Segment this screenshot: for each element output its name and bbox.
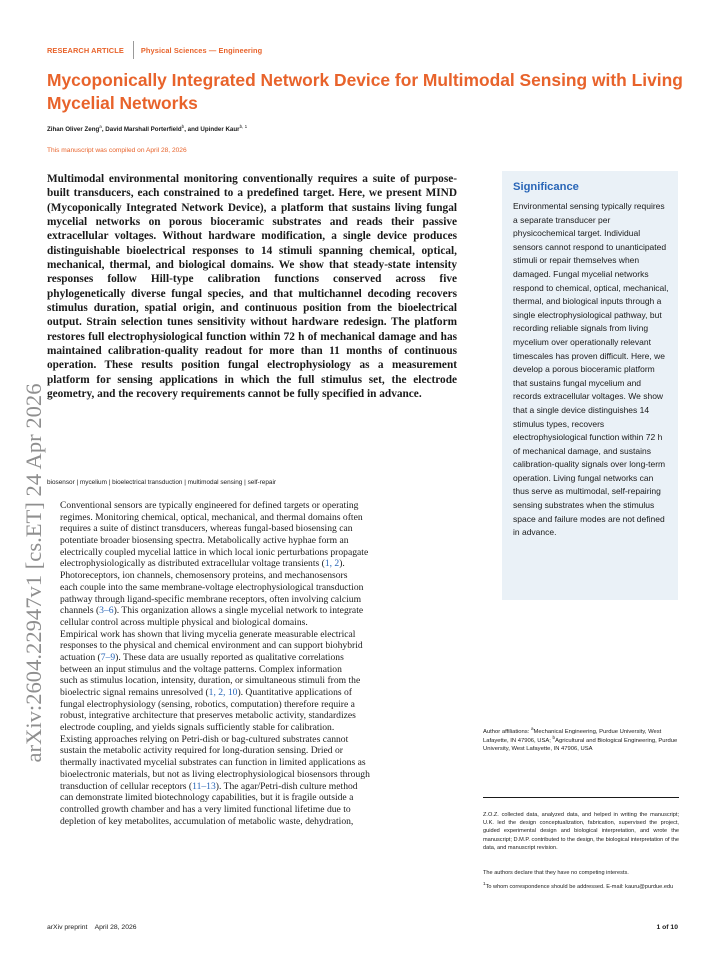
text-line: robust, integrative architecture that preserves metabolic activity, standardizes — [60, 710, 356, 722]
text-line: electrically coupled mycelial lattice in which local ionic perturbations propagate — [60, 546, 369, 558]
text-line — [47, 781, 457, 793]
author-list — [47, 126, 247, 133]
citation-link[interactable]: 1, 2 — [324, 558, 340, 570]
author-name: Upinder Kaur — [200, 126, 240, 133]
body-paragraph — [47, 500, 457, 629]
text-line: thermally inactivated mycelial substrates can function in limited applications as — [60, 757, 366, 769]
text-line: Empirical work has shown that living mycelia generate measurable electrical — [60, 628, 356, 640]
correspondence-note — [483, 883, 679, 891]
text-run: ). These data are usually reported as qualitative correlations — [115, 651, 344, 663]
author-name: David Marshall Porterfield — [105, 126, 182, 133]
author-affil-mark: b — [181, 124, 185, 129]
significance-text: Environmental sensing typically requires a separate transducer per physicochemical target. Individual sensors cannot respond to unanticipated stimuli or repair themselves when damaged. Fungal mycelial networks respond to chemical, optical, mechanical, thermal, and biological inputs through a single electrophysiological pathway, but recording reliable signals from living mycelium over operationally relevant timescales has proven difficult. Here, we develop a porous bioceramic platform that sustains fungal mycelium and records extracellular voltages. We show that a single device distinguishes 14 stimulus types, recovers electrophysiological function within 72 h of mechanical damage, and sustains calibration-quality signals over long-term operation. Living fungal networks can thus serve as multimodal, self-repairing sensing substrates when the stimulus space and failure modes are not defined in advance. — [513, 201, 669, 538]
author-affiliations — [483, 728, 679, 754]
text-run: ). — [339, 558, 345, 570]
text-line: regimes. Monitoring chemical, optical, mechanical, and thermal domains often — [60, 511, 363, 523]
text-run: actuation ( — [60, 651, 101, 663]
author-affil-mark: b, 1 — [239, 124, 248, 129]
text-line: pathway through ligand-specific membrane receptors, often involving calcium — [60, 593, 362, 605]
affiliations-label: Author affiliations: — [483, 729, 531, 735]
text-line: depletion of key metabolites, accumulation of metabolic waste, dehydration, — [60, 815, 354, 827]
text-line: such as stimulus location, intensity, duration, or simultaneous stimuli from the — [60, 675, 361, 687]
header-divider — [133, 41, 134, 59]
keywords: biosensor | mycelium | bioelectrical transduction | multimodal sensing | self-repair — [47, 479, 276, 486]
paper-title: Mycoponically Integrated Network Device for Multimodal Sensing with Living Mycelial Networks — [47, 70, 683, 113]
text-line — [47, 687, 457, 699]
text-run: electrophysiologically as distributed extracellular voltage transients ( — [60, 558, 325, 570]
text-line — [47, 605, 457, 617]
affil-mark: a — [530, 726, 534, 731]
text-run: transduction of cellular receptors ( — [60, 780, 193, 792]
author-name: Zihan Oliver Zeng — [47, 126, 100, 133]
footer-left: arXiv preprint April 28, 2026 — [47, 924, 137, 931]
text-line: requires a suite of distinct transducers, whereas fungal-based biosensing can — [60, 523, 353, 535]
text-line: Conventional sensors are typically engineered for defined targets or operating — [60, 500, 359, 511]
text-line: bioelectronic materials, but not as living electrophysiological biosensors through — [60, 768, 370, 780]
citation-link[interactable]: 1, 2, 10 — [208, 687, 238, 698]
text-line — [47, 652, 457, 664]
text-line: Photoreceptors, ion channels, chemosensory proteins, and mechanosensors — [60, 570, 348, 582]
text-line: Existing approaches relying on Petri-dish or bag-cultured substrates cannot — [60, 733, 349, 745]
author-affil-mark: a — [99, 124, 102, 129]
text-run: channels ( — [60, 605, 100, 617]
text-run: bioelectric signal remains unresolved ( — [60, 687, 209, 698]
body-paragraph — [47, 734, 457, 828]
competing-interests: The authors declare that they have no competing interests. — [483, 870, 629, 876]
page-number: 1 of 10 — [656, 924, 678, 931]
text-run: ). Quantitative applications of — [237, 687, 352, 698]
correspondence-mark: 1 — [483, 881, 486, 886]
author-separator: , — [101, 126, 106, 133]
text-line: fungal electrophysiology (sensing, robotics, computation) therefore require a — [60, 698, 355, 710]
main-text — [47, 500, 457, 827]
text-line: each couple into the same membrane-voltage electrophysiological transduction — [60, 581, 364, 593]
text-line: sustain the metabolic activity required for long-duration sensing. Dried or — [60, 745, 343, 757]
text-line: electrode coupling, and yields signals sufficiently stable for calibration. — [60, 722, 335, 734]
citation-link[interactable]: 7–9 — [100, 651, 116, 663]
text-line — [47, 558, 457, 570]
footnote-divider — [483, 797, 679, 798]
text-line: controlled growth chamber and has a very limited functional lifetime due to — [60, 803, 351, 815]
correspondence-text: To whom correspondence should be addressed. E-mail: kauru@purdue.edu — [485, 884, 674, 890]
author-separator: , and — [184, 126, 201, 133]
text-run: ). The agar/Petri-dish culture method — [215, 780, 358, 792]
body-paragraph — [47, 629, 457, 734]
citation-link[interactable]: 3–6 — [99, 605, 114, 617]
section-label: RESEARCH ARTICLE — [47, 46, 124, 55]
article-header — [47, 41, 262, 59]
affiliation-b: Agricultural and Biological Engineering, Purdue University, West Lafayette, IN 47906, USA — [483, 737, 678, 753]
affiliation-a: Mechanical Engineering, Purdue University, West Lafayette, IN 47906, USA; — [483, 729, 662, 744]
text-line: can demonstrate limited biotechnology capabilities, but it is fragile outside a — [60, 792, 354, 804]
compiled-date: This manuscript was compiled on April 28, 2026 — [47, 147, 187, 154]
significance-box — [502, 171, 678, 600]
text-line: cellular control across multiple physical and biological domains. — [60, 616, 308, 628]
abstract: Multimodal environmental monitoring conventionally requires a suite of purpose-built transducers, each constrained to a predefined target. Here, we present MIND (Mycoponically Integrated Network Device), a platform that sustains living fungal mycelial networks on porous bioceramic substrates and reads their passive extracellular voltages. Without hardware modification, a single device produces distinguishable bioelectrical responses to 14 stimuli spanning chemical, optical, mechanical, thermal, and biological domains. We show that steady-state intensity responses follow Hill-type calibration functions conserved across five phylogenetically diverse fungal species, and that multichannel decoding recovers stimulus duration, spatial origin, and continuous position from the bioelectrical output. Strain selection tunes sensitivity without hardware redesign. The platform restores full electrophysiological function within 72 h of mechanical damage and has maintained calibration-quality readout for more than 11 months of continuous operation. These results position fungal electrophysiology as a measurement platform for sensing applications in which the full stimulus set, the electrode geometry, and the recovery requirements cannot be fully specified in advance. — [47, 173, 457, 401]
category-label: Physical Sciences — Engineering — [140, 46, 263, 55]
text-line: responses to the physical and chemical environment and can support biohybrid — [60, 640, 363, 652]
text-line: between an input stimulus and the voltage patterns. Complex information — [60, 663, 342, 675]
significance-title: Significance — [513, 181, 579, 193]
citation-link[interactable]: 11–13 — [192, 780, 216, 792]
arxiv-side-banner: arXiv:2604.22947v1 [cs.ET] 24 Apr 2026 — [21, 383, 46, 763]
text-run: ). This organization allows a single mycelial network to integrate — [113, 605, 364, 617]
author-contributions: Z.O.Z. collected data, analyzed data, and helped in writing the manuscript; U.K. led the design conceptualization, fabrication, supervised the project, guided experimental design and biological interpretation, and wrote the manuscript; D.M.P. contributed to the design, the biological interpretation of the data, and manuscript revision. — [483, 812, 679, 851]
affil-mark: b — [552, 734, 556, 740]
text-line: potentiate broader biosensing spectra. Metabolically active hyphae form an — [60, 535, 349, 547]
